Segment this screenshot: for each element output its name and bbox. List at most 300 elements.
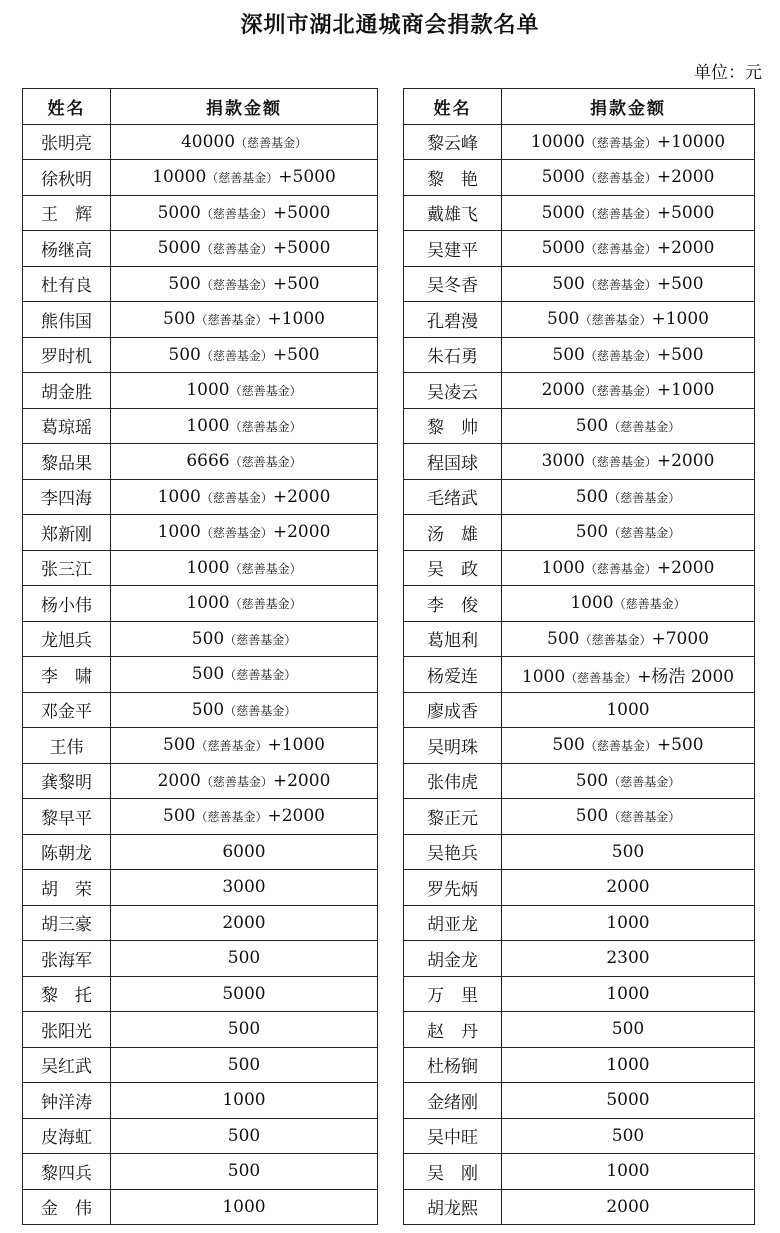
amount-value: 500 xyxy=(552,735,585,756)
donation-amount xyxy=(111,763,378,799)
table-row xyxy=(23,1118,378,1154)
donor-name: 胡金龙 xyxy=(404,941,502,977)
table-row xyxy=(23,763,378,799)
donor-name: 黎 帅 xyxy=(404,408,502,444)
amount-value: 500 xyxy=(227,948,261,969)
table-row xyxy=(404,373,755,409)
extra-amount: +2000 xyxy=(656,557,715,578)
donation-amount xyxy=(502,302,755,338)
donor-name: 郑新刚 xyxy=(23,515,111,551)
amount-value: 2000 xyxy=(606,877,650,898)
header-name: 姓名 xyxy=(23,89,111,125)
donor-name: 胡 荣 xyxy=(23,870,111,906)
amount-value: 500 xyxy=(547,309,580,330)
donor-name: 黎云峰 xyxy=(404,124,502,160)
table-row xyxy=(404,799,755,835)
donor-name: 杜有良 xyxy=(23,266,111,302)
donation-amount xyxy=(111,479,378,515)
donor-name: 张伟虎 xyxy=(404,763,502,799)
donation-amount xyxy=(502,160,755,196)
amount-value: 1000 xyxy=(186,415,230,436)
amount-value: 1000 xyxy=(606,699,650,720)
donation-amount xyxy=(111,266,378,302)
amount-value: 500 xyxy=(575,415,609,436)
charity-fund-note: （慈善基金） xyxy=(584,277,657,292)
donor-name: 张三江 xyxy=(23,550,111,586)
table-row xyxy=(404,408,755,444)
extra-amount: +5000 xyxy=(272,202,331,223)
amount-value: 1000 xyxy=(521,666,566,687)
donor-name: 黎 艳 xyxy=(404,160,502,196)
table-row xyxy=(404,195,755,231)
donation-amount xyxy=(502,692,755,728)
charity-fund-note: （慈善基金） xyxy=(608,490,681,505)
header-name: 姓名 xyxy=(404,89,502,125)
table-row xyxy=(404,124,755,160)
donation-amount xyxy=(502,763,755,799)
charity-fund-note: （慈善基金） xyxy=(195,810,268,825)
extra-amount: +2000 xyxy=(267,806,325,827)
amount-value: 500 xyxy=(611,841,645,862)
donor-name: 黎正元 xyxy=(404,799,502,835)
amount-value: 10000 xyxy=(152,167,207,188)
table-row xyxy=(23,160,378,196)
donor-name: 汤 雄 xyxy=(404,515,502,551)
right-table-body xyxy=(404,124,755,1225)
table-row xyxy=(404,621,755,657)
amount-value: 500 xyxy=(163,735,196,756)
header-amount: 捐款金额 xyxy=(502,89,755,125)
extra-amount: +1000 xyxy=(656,380,715,401)
amount-value: 2000 xyxy=(157,770,201,791)
donation-amount xyxy=(502,586,755,622)
table-row xyxy=(23,1083,378,1119)
donor-name: 胡亚龙 xyxy=(404,905,502,941)
table-row xyxy=(23,621,378,657)
table-row xyxy=(404,905,755,941)
table-row xyxy=(404,657,755,693)
donation-amount xyxy=(111,692,378,728)
charity-fund-note: （慈善基金） xyxy=(584,455,657,470)
amount-value: 2000 xyxy=(222,912,266,933)
donation-amount xyxy=(502,941,755,977)
table-header-row xyxy=(23,89,378,125)
table-row xyxy=(404,479,755,515)
table-row xyxy=(404,1047,755,1083)
donation-amount xyxy=(111,231,378,267)
donor-name: 胡三豪 xyxy=(23,905,111,941)
charity-fund-note: （慈善基金） xyxy=(200,526,273,541)
amount-value: 5000 xyxy=(157,238,201,259)
extra-amount: +10000 xyxy=(656,131,726,152)
charity-fund-note: （慈善基金） xyxy=(235,135,308,150)
donation-amount xyxy=(502,1047,755,1083)
charity-fund-note: （慈善基金） xyxy=(224,632,297,647)
donor-name: 罗时机 xyxy=(23,337,111,373)
donor-name: 李 俊 xyxy=(404,586,502,622)
extra-amount: +5000 xyxy=(272,238,331,259)
charity-fund-note: （慈善基金） xyxy=(579,313,652,328)
charity-fund-note: （慈善基金） xyxy=(229,455,302,470)
donor-name: 陈朝龙 xyxy=(23,834,111,870)
extra-amount: +500 xyxy=(656,344,704,365)
donation-amount xyxy=(111,905,378,941)
extra-amount: +500 xyxy=(272,273,320,294)
charity-fund-note: （慈善基金） xyxy=(608,419,681,434)
charity-fund-note: （慈善基金） xyxy=(584,384,657,399)
table-row xyxy=(23,870,378,906)
amount-value: 500 xyxy=(611,1019,645,1040)
amount-value: 40000 xyxy=(180,131,236,152)
donor-name: 龙旭兵 xyxy=(23,621,111,657)
amount-value: 5000 xyxy=(541,167,585,188)
donation-amount xyxy=(502,479,755,515)
amount-value: 500 xyxy=(191,664,225,685)
table-row xyxy=(23,444,378,480)
donation-amount xyxy=(502,515,755,551)
amount-value: 500 xyxy=(227,1054,261,1075)
donation-amount xyxy=(502,444,755,480)
donation-amount xyxy=(111,160,378,196)
charity-fund-note: （慈善基金） xyxy=(584,171,657,186)
donation-amount xyxy=(502,408,755,444)
table-row xyxy=(404,1154,755,1190)
table-row xyxy=(23,1047,378,1083)
left-donation-table-container xyxy=(22,88,378,1225)
table-row xyxy=(23,1189,378,1225)
donor-name: 钟洋涛 xyxy=(23,1083,111,1119)
donation-amount xyxy=(111,657,378,693)
table-row xyxy=(404,1083,755,1119)
extra-amount: +2000 xyxy=(656,167,715,188)
donor-name: 杨继高 xyxy=(23,231,111,267)
amount-value: 500 xyxy=(191,628,225,649)
table-row xyxy=(23,976,378,1012)
donation-amount xyxy=(111,373,378,409)
extra-amount: +500 xyxy=(656,735,704,756)
amount-value: 2000 xyxy=(541,380,585,401)
donation-amount xyxy=(502,834,755,870)
amount-value: 500 xyxy=(575,770,609,791)
amount-value: 1000 xyxy=(541,557,585,578)
amount-value: 500 xyxy=(227,1019,261,1040)
charity-fund-note: （慈善基金） xyxy=(206,171,279,186)
amount-value: 500 xyxy=(547,628,580,649)
table-row xyxy=(23,266,378,302)
donation-amount xyxy=(502,195,755,231)
table-row xyxy=(23,905,378,941)
amount-value: 1000 xyxy=(606,912,650,933)
charity-fund-note: （慈善基金） xyxy=(224,703,297,718)
table-row xyxy=(404,1118,755,1154)
table-row xyxy=(404,231,755,267)
donation-amount xyxy=(502,337,755,373)
table-row xyxy=(404,337,755,373)
table-row xyxy=(23,692,378,728)
donor-name: 王 辉 xyxy=(23,195,111,231)
donor-name: 金 伟 xyxy=(23,1189,111,1225)
table-row xyxy=(404,870,755,906)
amount-value: 5000 xyxy=(606,1090,650,1111)
table-row xyxy=(404,692,755,728)
amount-value: 6666 xyxy=(186,451,230,472)
table-row xyxy=(23,337,378,373)
charity-fund-note: （慈善基金） xyxy=(195,739,268,754)
donor-name: 吴艳兵 xyxy=(404,834,502,870)
donation-amount xyxy=(502,550,755,586)
table-row xyxy=(404,763,755,799)
right-donation-table xyxy=(403,88,755,1225)
table-row xyxy=(23,195,378,231)
charity-fund-note: （慈善基金） xyxy=(200,242,273,257)
amount-value: 1000 xyxy=(157,522,201,543)
donor-name: 吴明珠 xyxy=(404,728,502,764)
charity-fund-note: （慈善基金） xyxy=(613,597,686,612)
donation-amount xyxy=(111,1047,378,1083)
charity-fund-note: （慈善基金） xyxy=(584,206,657,221)
charity-fund-note: （慈善基金） xyxy=(200,774,273,789)
charity-fund-note: （慈善基金） xyxy=(229,561,302,576)
table-row xyxy=(23,302,378,338)
extra-amount: +2000 xyxy=(656,451,715,472)
donor-name: 吴中旺 xyxy=(404,1118,502,1154)
table-row xyxy=(23,834,378,870)
left-table-body xyxy=(23,124,378,1225)
charity-fund-note: （慈善基金） xyxy=(584,348,657,363)
donation-amount xyxy=(111,621,378,657)
charity-fund-note: （慈善基金） xyxy=(565,670,638,685)
donation-amount xyxy=(111,444,378,480)
extra-amount: +1000 xyxy=(267,735,325,756)
amount-value: 500 xyxy=(163,309,196,330)
extra-amount: +2000 xyxy=(272,522,331,543)
donor-name: 邓金平 xyxy=(23,692,111,728)
donor-name: 胡龙熙 xyxy=(404,1189,502,1225)
donor-name: 龚黎明 xyxy=(23,763,111,799)
charity-fund-note: （慈善基金） xyxy=(200,348,273,363)
donation-amount xyxy=(502,870,755,906)
amount-value: 1000 xyxy=(157,486,201,507)
extra-amount: +杨浩 2000 xyxy=(637,666,735,687)
donor-name: 孔碧漫 xyxy=(404,302,502,338)
donor-name: 吴 刚 xyxy=(404,1154,502,1190)
table-row xyxy=(404,1012,755,1048)
donation-amount xyxy=(502,266,755,302)
extra-amount: +1000 xyxy=(267,309,325,330)
donation-amount xyxy=(502,621,755,657)
amount-value: 500 xyxy=(552,344,585,365)
table-row xyxy=(23,373,378,409)
amount-value: 1000 xyxy=(570,593,614,614)
donation-amount xyxy=(502,373,755,409)
donation-amount xyxy=(502,657,755,693)
table-row xyxy=(23,479,378,515)
donation-amount xyxy=(111,337,378,373)
donor-name: 徐秋明 xyxy=(23,160,111,196)
table-row xyxy=(23,586,378,622)
table-row xyxy=(404,976,755,1012)
donor-name: 张阳光 xyxy=(23,1012,111,1048)
donor-name: 万 里 xyxy=(404,976,502,1012)
donation-amount xyxy=(502,1118,755,1154)
amount-value: 3000 xyxy=(541,451,585,472)
header-amount: 捐款金额 xyxy=(111,89,378,125)
donor-name: 黎 托 xyxy=(23,976,111,1012)
charity-fund-note: （慈善基金） xyxy=(229,597,302,612)
table-row xyxy=(404,550,755,586)
charity-fund-note: （慈善基金） xyxy=(584,561,657,576)
charity-fund-note: （慈善基金） xyxy=(200,490,273,505)
charity-fund-note: （慈善基金） xyxy=(584,242,657,257)
donation-amount xyxy=(111,728,378,764)
charity-fund-note: （慈善基金） xyxy=(584,739,657,754)
table-row xyxy=(404,515,755,551)
table-row xyxy=(404,941,755,977)
amount-value: 1000 xyxy=(606,1054,650,1075)
amount-value: 500 xyxy=(552,273,585,294)
donor-name: 熊伟国 xyxy=(23,302,111,338)
donation-amount xyxy=(111,1083,378,1119)
donor-name: 皮海虹 xyxy=(23,1118,111,1154)
charity-fund-note: （慈善基金） xyxy=(608,810,681,825)
amount-value: 1000 xyxy=(186,557,230,578)
charity-fund-note: （慈善基金） xyxy=(195,313,268,328)
donor-name: 杨爱连 xyxy=(404,657,502,693)
table-row xyxy=(23,124,378,160)
charity-fund-note: （慈善基金） xyxy=(224,668,297,683)
amount-value: 500 xyxy=(227,1161,261,1182)
table-row xyxy=(23,799,378,835)
donation-amount xyxy=(502,231,755,267)
donation-amount xyxy=(502,799,755,835)
donation-amount xyxy=(111,941,378,977)
amount-value: 1000 xyxy=(186,593,230,614)
donor-name: 吴建平 xyxy=(404,231,502,267)
table-row xyxy=(404,834,755,870)
table-row xyxy=(23,657,378,693)
amount-value: 3000 xyxy=(222,877,266,898)
donation-amount xyxy=(111,1189,378,1225)
donor-name: 吴 政 xyxy=(404,550,502,586)
donation-amount xyxy=(111,550,378,586)
charity-fund-note: （慈善基金） xyxy=(229,419,302,434)
table-row xyxy=(404,444,755,480)
left-donation-table xyxy=(22,88,378,1225)
extra-amount: +5000 xyxy=(278,167,336,188)
document-title: 深圳市湖北通城商会捐款名单 xyxy=(240,12,540,38)
amount-value: 5000 xyxy=(541,238,585,259)
donor-name: 王伟 xyxy=(23,728,111,764)
amount-value: 5000 xyxy=(157,202,201,223)
donor-name: 张明亮 xyxy=(23,124,111,160)
amount-value: 500 xyxy=(163,806,196,827)
amount-value: 1000 xyxy=(222,1090,266,1111)
amount-value: 500 xyxy=(575,806,609,827)
right-donation-table-container xyxy=(403,88,755,1225)
amount-value: 1000 xyxy=(186,380,230,401)
donation-amount xyxy=(111,408,378,444)
donation-amount xyxy=(111,515,378,551)
extra-amount: +7000 xyxy=(651,628,709,649)
extra-amount: +2000 xyxy=(272,770,331,791)
amount-value: 1000 xyxy=(606,1161,650,1182)
charity-fund-note: （慈善基金） xyxy=(608,526,681,541)
donor-name: 吴冬香 xyxy=(404,266,502,302)
donation-amount xyxy=(111,1154,378,1190)
amount-value: 1000 xyxy=(606,983,650,1004)
donor-name: 程国球 xyxy=(404,444,502,480)
amount-value: 500 xyxy=(227,1125,261,1146)
donor-name: 金绪刚 xyxy=(404,1083,502,1119)
donation-amount xyxy=(502,976,755,1012)
donation-amount xyxy=(111,834,378,870)
table-row xyxy=(404,1189,755,1225)
donation-amount xyxy=(111,302,378,338)
amount-value: 500 xyxy=(611,1125,645,1146)
donation-amount xyxy=(502,1083,755,1119)
amount-value: 5000 xyxy=(222,983,266,1004)
unit-label: 单位：元 xyxy=(694,63,762,83)
donation-amount xyxy=(111,870,378,906)
donor-name: 黎早平 xyxy=(23,799,111,835)
donation-amount xyxy=(111,1012,378,1048)
donor-name: 黎品果 xyxy=(23,444,111,480)
table-row xyxy=(23,231,378,267)
amount-value: 10000 xyxy=(530,131,585,152)
donor-name: 黎四兵 xyxy=(23,1154,111,1190)
donation-amount xyxy=(502,728,755,764)
extra-amount: +500 xyxy=(656,273,704,294)
table-row xyxy=(23,1154,378,1190)
table-row xyxy=(23,728,378,764)
donor-name: 朱石勇 xyxy=(404,337,502,373)
donor-name: 吴凌云 xyxy=(404,373,502,409)
donor-name: 杜杨锏 xyxy=(404,1047,502,1083)
charity-fund-note: （慈善基金） xyxy=(200,206,273,221)
extra-amount: +2000 xyxy=(272,486,331,507)
table-header-row xyxy=(404,89,755,125)
donor-name: 胡金胜 xyxy=(23,373,111,409)
table-row xyxy=(23,408,378,444)
table-row xyxy=(23,941,378,977)
table-row xyxy=(23,1012,378,1048)
amount-value: 2300 xyxy=(606,948,650,969)
extra-amount: +500 xyxy=(272,344,320,365)
extra-amount: +1000 xyxy=(651,309,709,330)
charity-fund-note: （慈善基金） xyxy=(229,384,302,399)
donation-amount xyxy=(502,124,755,160)
donor-name: 廖成香 xyxy=(404,692,502,728)
table-row xyxy=(404,266,755,302)
table-row xyxy=(23,550,378,586)
extra-amount: +2000 xyxy=(656,238,715,259)
donation-amount xyxy=(111,1118,378,1154)
amount-value: 500 xyxy=(168,273,201,294)
table-row xyxy=(404,586,755,622)
amount-value: 5000 xyxy=(541,202,585,223)
amount-value: 500 xyxy=(191,699,225,720)
amount-value: 500 xyxy=(575,486,609,507)
donor-name: 戴雄飞 xyxy=(404,195,502,231)
extra-amount: +5000 xyxy=(656,202,715,223)
donation-amount xyxy=(502,905,755,941)
donation-amount xyxy=(111,195,378,231)
amount-value: 6000 xyxy=(222,841,266,862)
amount-value: 2000 xyxy=(606,1196,650,1217)
amount-value: 500 xyxy=(168,344,201,365)
donation-amount xyxy=(111,976,378,1012)
donor-name: 罗先炳 xyxy=(404,870,502,906)
